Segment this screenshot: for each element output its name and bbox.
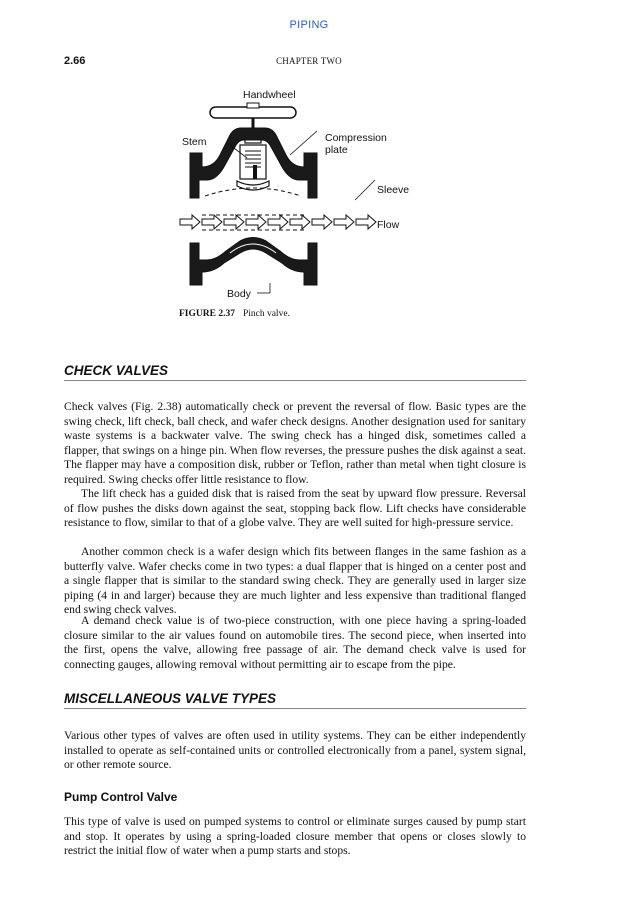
label-body: Body	[227, 288, 251, 300]
figure-caption	[179, 309, 290, 319]
label-handwheel: Handwheel	[243, 89, 296, 101]
pinch-valve-figure	[170, 85, 430, 305]
section-heading-misc-valves: MISCELLANEOUS VALVE TYPES	[64, 691, 526, 709]
chapter-title: CHAPTER TWO	[276, 56, 342, 66]
paragraph: Another common check is a wafer design which fits between flanges in the same fashion as a butterfly valve. Wafer checks come in two types: a dual flapper that is hinged on a center post and a single flapper that is similar to the standard swing check. They are generally used in larger size piping (4 in and larger) because they are much lighter and less expensive than traditional flanged end swing check valves.	[64, 545, 526, 616]
label-compression-plate-1: Compression	[325, 132, 387, 144]
paragraph: The lift check has a guided disk that is raised from the seat by upward flow pressure. Reversal of flow pushes the disks down against the seat, stopping back flow. Lift checks have considerable resistance to flow, similar to that of a globe valve. They are well suited for high-pressure service.	[64, 487, 526, 529]
handwheel-shape	[210, 107, 296, 118]
page-number: 2.66	[64, 55, 86, 67]
label-sleeve: Sleeve	[377, 184, 410, 196]
paragraph: This type of valve is used on pumped systems to control or eliminate surges caused by pump start and stop. It operates by using a spring-loaded closure member that opens or closes slowly to restrict the initial flow of water when a pump starts and stops.	[64, 815, 526, 857]
section-heading-check-valves: CHECK VALVES	[64, 363, 526, 381]
label-stem: Stem	[182, 136, 207, 148]
lower-body	[190, 238, 317, 286]
figure-caption-number: FIGURE 2.37	[179, 309, 235, 319]
subheading-pump-control-valve: Pump Control Valve	[64, 790, 178, 804]
flow-arrows	[180, 215, 376, 229]
paragraph: Check valves (Fig. 2.38) automatically check or prevent the reversal of flow. Basic types are the swing check, lift check, ball check, and wafer check designs. Another designation used for sanitary waste systems is a backwater valve. The swing check has a hinged disk, sometimes called a flapper, that swings on a hinge pin. When flow reverses, the pressure pushes the disk against a seat. The flapper may have a composition disk, rubber or Teflon, rather than metal when tight closure is required. Swing checks offer little resistance to flow.	[64, 400, 526, 486]
label-compression-plate-2: plate	[325, 144, 348, 156]
pinch-valve-diagram	[170, 85, 430, 305]
label-flow: Flow	[377, 219, 400, 231]
figure-caption-text: Pinch valve.	[242, 309, 290, 319]
paragraph: A demand check value is of two-piece construction, with one piece having a spring-loaded closure similar to the air values found on automobile tires. The second piece, when inserted into the first, opens the valve, allowing free passage of air. The demand check valve is used for connecting gauges, allowing removal without permitting air to escape from the pipe.	[64, 614, 526, 671]
running-head: PIPING	[289, 19, 329, 31]
handwheel-hub	[247, 103, 259, 108]
paragraph: Various other types of valves are often used in utility systems. They can be either independently installed to operate as self-contained units or controlled electronically from a panel, system signal, or other remote source.	[64, 729, 526, 771]
